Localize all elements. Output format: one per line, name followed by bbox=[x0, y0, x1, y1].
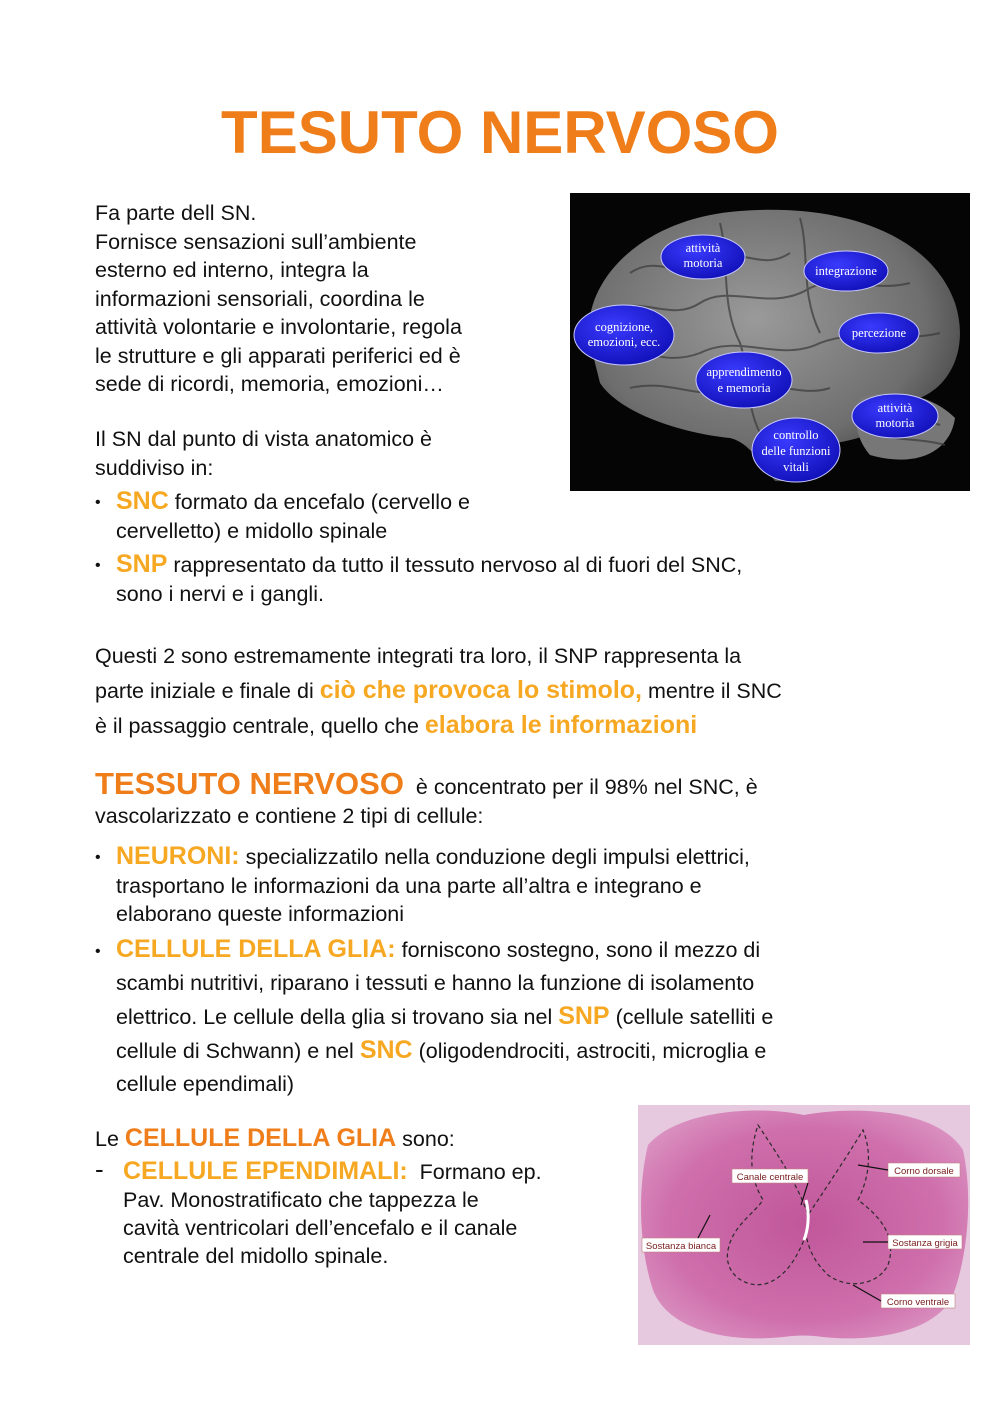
term-snp: SNP bbox=[116, 550, 168, 578]
snp-text: sono i nervi e i gangli. bbox=[116, 581, 324, 606]
bubble-label: cognizione, bbox=[595, 320, 653, 334]
bubble-label: vitali bbox=[783, 460, 809, 474]
bubble-attivita-motoria-top bbox=[661, 235, 745, 279]
bubble-integrazione bbox=[804, 251, 888, 291]
integration-text: parte iniziale e finale di bbox=[95, 679, 314, 703]
snc-text: cervelletto) e midollo spinale bbox=[116, 518, 388, 543]
tissue-text: è concentrato per il 98% nel SNC, è bbox=[415, 775, 758, 799]
glia-text: elettrico. Le cellule della glia si trovano sia nel bbox=[116, 1005, 553, 1029]
brain-illustration bbox=[570, 193, 970, 491]
dash-marker: - bbox=[95, 1154, 104, 1184]
anatomy-line: suddiviso in: bbox=[95, 455, 214, 480]
anatomy-paragraph bbox=[95, 425, 565, 482]
snc-text: formato da encefalo (cervello e bbox=[174, 490, 470, 514]
label-sostanza-grigia: Sostanza grigia bbox=[892, 1238, 958, 1249]
bubble-label: integrazione bbox=[815, 264, 877, 278]
term-snc: SNC bbox=[116, 487, 169, 515]
bubble-label: delle funzioni bbox=[761, 444, 831, 458]
bubble-label: controllo bbox=[773, 428, 819, 442]
bubble-label: apprendimento bbox=[706, 365, 782, 379]
glia-types-intro bbox=[95, 1124, 625, 1154]
bubble-label: e memoria bbox=[717, 381, 771, 395]
bullet-snp bbox=[95, 550, 975, 608]
ependimali-item bbox=[95, 1154, 625, 1270]
bubble-label: emozioni, ecc. bbox=[587, 335, 661, 349]
bubble-cognizione bbox=[574, 305, 674, 365]
brain-figure bbox=[570, 193, 970, 491]
highlight-stimolo: ciò che provoca lo stimolo, bbox=[319, 676, 642, 704]
term-glia-snp: SNP bbox=[558, 1002, 610, 1030]
integration-text: mentre il SNC bbox=[647, 679, 782, 703]
term-glia-snc: SNC bbox=[359, 1036, 413, 1064]
term-glia-types: CELLULE DELLA GLIA bbox=[124, 1124, 397, 1152]
glia-types-text: Le bbox=[95, 1127, 119, 1151]
label-sostanza-bianca: Sostanza bianca bbox=[645, 1241, 717, 1252]
integration-line: Questi 2 sono estremamente integrati tra loro, il SNP rappresenta la bbox=[95, 644, 742, 668]
term-glia: CELLULE DELLA GLIA: bbox=[116, 935, 396, 963]
snp-text: rappresentato da tutto il tessuto nervoso al di fuori del SNC, bbox=[173, 553, 743, 577]
neuroni-text: specializzatilo nella conduzione degli impulsi elettrici, bbox=[245, 845, 750, 869]
term-neuroni: NEURONI: bbox=[116, 842, 240, 870]
ependimali-text: Formano ep. bbox=[419, 1160, 542, 1184]
bullet-snc bbox=[95, 487, 975, 545]
tissue-text: vascolarizzato e contiene 2 tipi di cellule: bbox=[95, 803, 484, 828]
intro-paragraph bbox=[95, 199, 565, 399]
neuroni-text: trasportano le informazioni da una parte all’altra e integrano e bbox=[116, 873, 702, 898]
bullet-dot-icon: • bbox=[95, 943, 101, 960]
intro-line: informazioni sensoriali, coordina le bbox=[95, 286, 425, 311]
histology-illustration bbox=[638, 1105, 970, 1345]
bubble-attivita-motoria-bottom bbox=[852, 394, 938, 438]
bubble-percezione bbox=[839, 313, 919, 353]
integration-paragraph bbox=[95, 639, 975, 743]
bubble-apprendimento bbox=[696, 352, 792, 408]
anatomy-line: Il SN dal punto di vista anatomico è bbox=[95, 427, 433, 451]
label-corno-ventrale: Corno ventrale bbox=[886, 1297, 950, 1308]
bubble-label: attività bbox=[685, 241, 721, 255]
integration-text: è il passaggio centrale, quello che bbox=[95, 714, 419, 738]
glia-text: (oligodendrociti, astrociti, microglia e bbox=[418, 1039, 767, 1063]
intro-line: sede di ricordi, memoria, emozioni… bbox=[95, 372, 444, 396]
bullet-dot-icon: • bbox=[95, 494, 101, 511]
bubble-label: percezione bbox=[851, 326, 907, 340]
term-ependimali: CELLULE EPENDIMALI: bbox=[123, 1157, 408, 1185]
intro-line: esterno ed interno, integra la bbox=[95, 258, 369, 282]
ependimali-text: Pav. Monostratificato che tappezza le bbox=[123, 1188, 479, 1212]
label-canale-centrale: Canale centrale bbox=[736, 1172, 804, 1183]
spinal-cord-section-figure bbox=[638, 1105, 970, 1345]
intro-line: attività volontarie e involontarie, regola bbox=[95, 315, 462, 339]
ependimali-text: centrale del midollo spinale. bbox=[123, 1244, 389, 1268]
bullet-dot-icon: • bbox=[95, 849, 101, 866]
highlight-elabora: elabora le informazioni bbox=[424, 711, 698, 739]
bubble-controllo bbox=[752, 418, 840, 482]
glia-types-text: sono: bbox=[402, 1127, 455, 1151]
glia-text: cellule ependimali) bbox=[116, 1072, 295, 1096]
intro-line: Fornisce sensazioni sull’ambiente bbox=[95, 229, 417, 254]
bubble-label: motoria bbox=[683, 256, 723, 270]
glia-text: scambi nutritivi, riparano i tessuti e hanno la funzione di isolamento bbox=[116, 971, 755, 995]
ependimali-text: cavità ventricolari dell’encefalo e il canale bbox=[123, 1216, 518, 1240]
glia-text: (cellule satelliti e bbox=[615, 1005, 774, 1029]
tissue-heading: TESSUTO NERVOSO bbox=[95, 766, 404, 801]
intro-line: Fa parte dell SN. bbox=[95, 201, 257, 225]
bubble-label: attività bbox=[877, 401, 913, 415]
bubble-label: motoria bbox=[875, 416, 915, 430]
tissue-paragraph bbox=[95, 766, 975, 830]
bullet-glia bbox=[95, 933, 975, 1101]
page-title: TESUTO NERVOSO bbox=[221, 99, 779, 166]
glia-text: forniscono sostegno, sono il mezzo di bbox=[401, 938, 761, 962]
label-corno-dorsale: Corno dorsale bbox=[894, 1166, 954, 1177]
intro-line: le strutture e gli apparati periferici ed è bbox=[95, 343, 461, 368]
bullet-dot-icon: • bbox=[95, 557, 101, 574]
neuroni-text: elaborano queste informazioni bbox=[116, 902, 405, 926]
glia-text: cellule di Schwann) e nel bbox=[116, 1039, 354, 1063]
bullet-neuroni bbox=[95, 842, 975, 929]
